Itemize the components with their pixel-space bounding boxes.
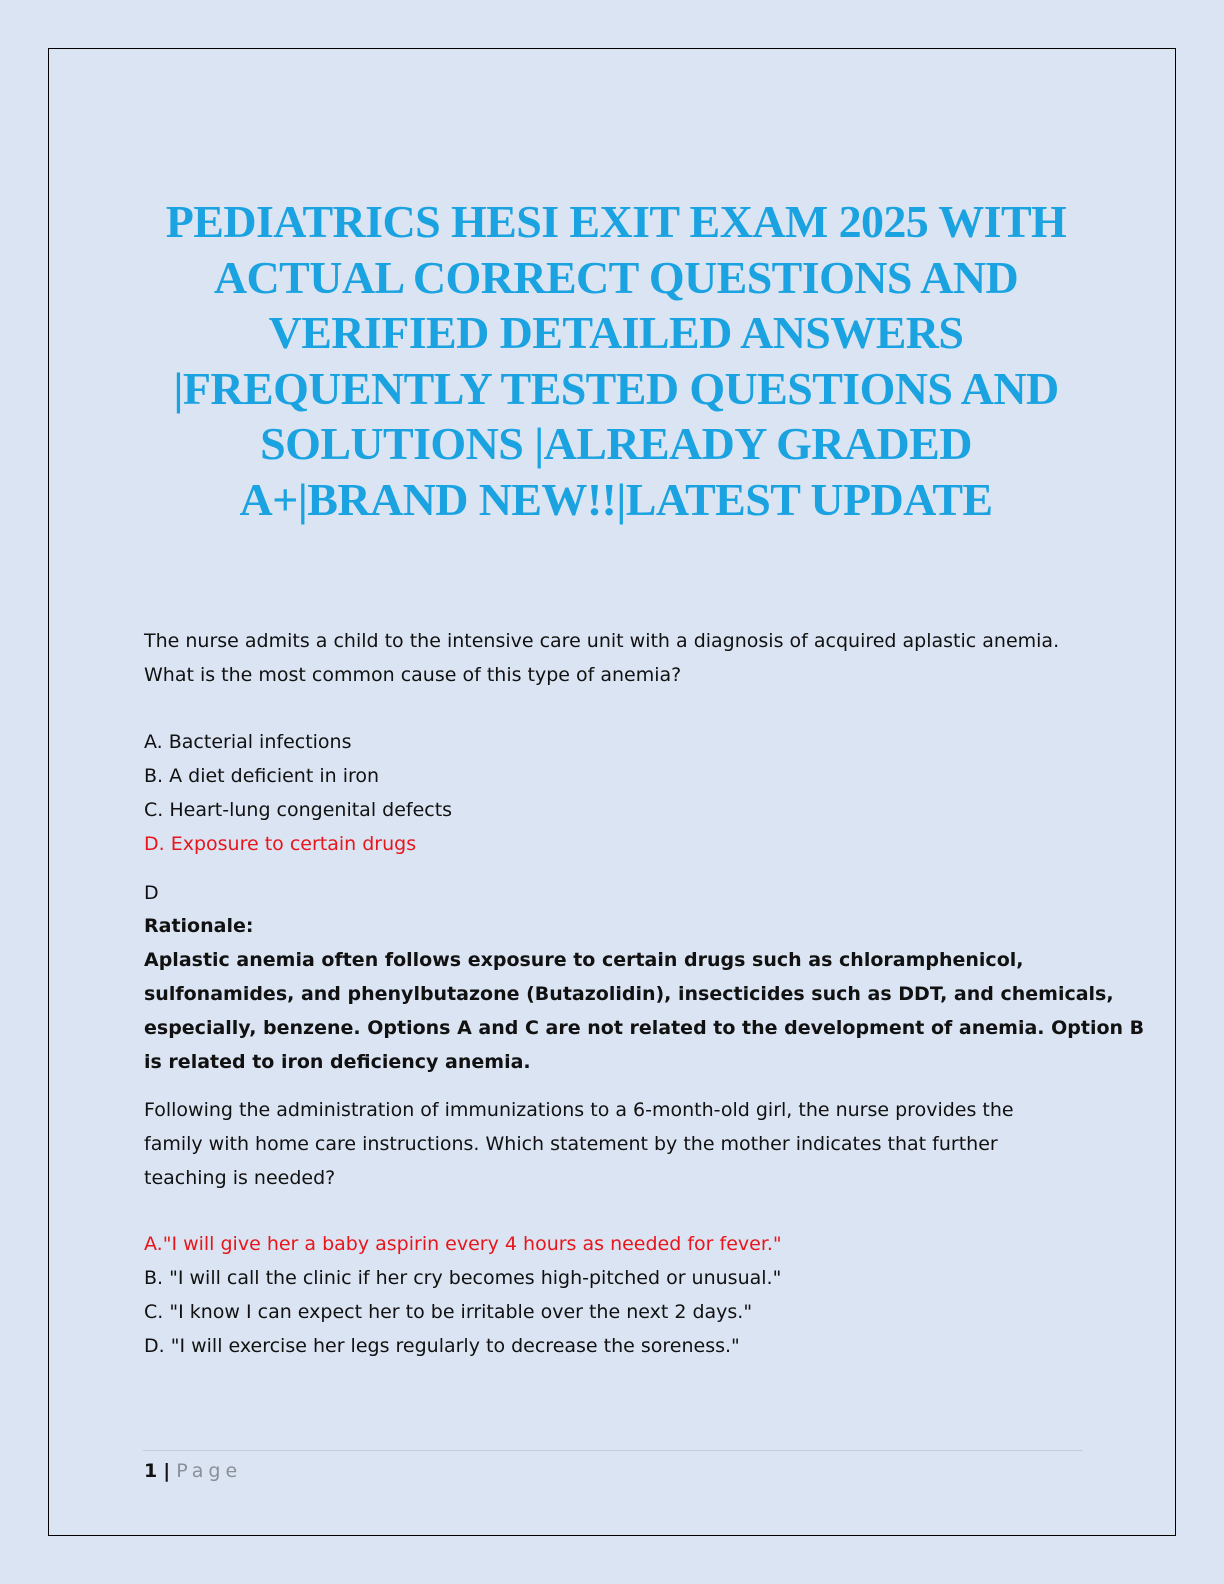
option-b: B. A diet deficient in iron xyxy=(144,765,380,787)
title-line: PEDIATRICS HESI EXIT EXAM 2025 WITH xyxy=(165,196,1067,247)
rationale-label: Rationale: xyxy=(144,915,254,937)
stem-line: The nurse admits a child to the intensive care unit with a diagnosis of acquired aplastic anemia. xyxy=(144,630,1060,652)
page-separator: | xyxy=(163,1460,171,1482)
option-c: C. Heart-lung congenital defects xyxy=(144,799,453,821)
question-1-stem xyxy=(144,624,1084,692)
option-b: B. "I will call the clinic if her cry becomes high-pitched or unusual." xyxy=(144,1267,782,1289)
title-line: ACTUAL CORRECT QUESTIONS AND xyxy=(213,251,1019,303)
document-title xyxy=(120,194,1112,527)
stem-line: teaching is needed? xyxy=(144,1167,336,1189)
rationale-line: sulfonamides, and phenylbutazone (Butazolidin), insecticides such as DDT, and chemicals, xyxy=(144,983,1114,1005)
rationale-line: Aplastic anemia often follows exposure to certain drugs such as chloramphenicol, xyxy=(144,949,1024,971)
option-a: A. Bacterial infections xyxy=(144,731,352,753)
option-a-correct: A."I will give her a baby aspirin every 4 hours as needed for fever." xyxy=(144,1233,782,1255)
stem-line: family with home care instructions. Which statement by the mother indicates that further xyxy=(144,1133,998,1155)
title-line: SOLUTIONS |ALREADY GRADED xyxy=(260,418,972,469)
rationale-line: especially, benzene. Options A and C are not related to the development of anemia. Option B xyxy=(144,1017,1145,1039)
page-footer xyxy=(144,1456,242,1486)
title-line: |FREQUENTLY TESTED QUESTIONS AND xyxy=(173,362,1059,414)
rationale-line: is related to iron deficiency anemia. xyxy=(144,1051,531,1073)
option-c: C. "I know I can expect her to be irritable over the next 2 days." xyxy=(144,1301,753,1323)
question-2-options xyxy=(144,1227,1084,1363)
title-line: VERIFIED DETAILED ANSWERS xyxy=(268,307,964,358)
option-d-correct: D. Exposure to certain drugs xyxy=(144,833,417,855)
option-d: D. "I will exercise her legs regularly to decrease the soreness." xyxy=(144,1335,740,1357)
footer-divider xyxy=(143,1450,1083,1451)
question-1-answer-block xyxy=(144,876,1145,1079)
answer-letter: D xyxy=(144,882,159,904)
page-number: 1 xyxy=(144,1460,158,1482)
stem-line: Following the administration of immunizations to a 6-month-old girl, the nurse provides the xyxy=(144,1099,1014,1121)
question-2-stem xyxy=(144,1093,1084,1195)
question-1-options xyxy=(144,725,1084,861)
title-line: A+|BRAND NEW!!|LATEST UPDATE xyxy=(239,473,993,525)
stem-line: What is the most common cause of this type of anemia? xyxy=(144,664,682,686)
page-label: Page xyxy=(176,1460,243,1482)
